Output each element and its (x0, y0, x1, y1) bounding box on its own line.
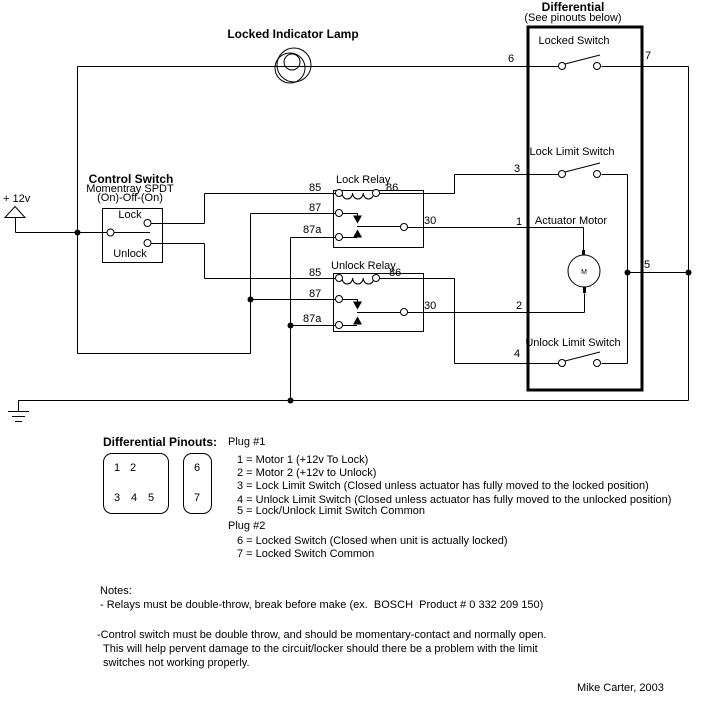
plug1-line-5: 5 = Lock/Unlock Limit Switch Common (237, 505, 425, 517)
locked-switch (539, 35, 610, 70)
differential-title: Differential (541, 0, 605, 14)
wiring (16, 67, 689, 401)
pin87a-label: 87a (303, 224, 322, 236)
differential-subtitle: (See pinouts below) (524, 12, 622, 24)
lock-limit-switch (530, 146, 615, 178)
lock-contact (144, 220, 151, 227)
plug2-pin-6: 6 (194, 462, 201, 474)
pin5-wire-label: 5 (644, 259, 651, 271)
plug2-connector (183, 453, 212, 514)
pin30-label: 30 (424, 300, 437, 312)
pin86-label: 86 (389, 267, 402, 279)
pin86-label: 86 (386, 182, 399, 194)
pin1-wire-label: 1 (516, 216, 523, 228)
plug1-line-3: 3 = Lock Limit Switch (Closed unless actuator has fully moved to the locked position) (237, 480, 649, 492)
notes-heading: Notes: (100, 585, 132, 597)
pin87-label: 87 (309, 202, 322, 214)
plug2-label: Plug #2 (228, 520, 266, 532)
pin87a-label: 87a (303, 313, 322, 325)
pinouts-heading: Differential Pinouts: (103, 435, 218, 449)
power-triangle-icon (5, 207, 25, 218)
pin7-wire-label: 7 (645, 50, 652, 62)
lock-limit-switch-label: Lock Limit Switch (529, 146, 615, 158)
unlock-contact (144, 240, 151, 247)
pin30-label: 30 (424, 215, 437, 227)
plug1-label: Plug #1 (228, 436, 266, 448)
plug1-line-2: 2 = Motor 2 (+12v to Unlock) (237, 467, 377, 479)
plug2-line-1: 6 = Locked Switch (Closed when unit is actually locked) (237, 535, 508, 547)
unlock-limit-switch (525, 337, 620, 367)
lock-relay (303, 174, 436, 248)
plug2-line-2: 7 = Locked Switch Common (237, 548, 375, 560)
pin4-wire-label: 4 (514, 348, 521, 360)
control-switch-mode: (On)-Off-(On) (97, 192, 163, 204)
lamp-label: Locked Indicator Lamp (227, 27, 359, 41)
plug1-line-1: 1 = Motor 1 (+12v To Lock) (237, 454, 369, 466)
control-switch (86, 172, 174, 263)
pin3-wire-label: 3 (514, 163, 521, 175)
lock-relay-title: Lock Relay (336, 174, 391, 186)
notes-line-4: switches not working properly. (103, 657, 250, 669)
actuator-motor-label: Actuator Motor (534, 215, 608, 227)
unlock-relay-title: Unlock Relay (331, 260, 396, 272)
notes-line-2: -Control switch must be double throw, and should be momentary-contact and normally open. (97, 629, 547, 641)
pin85-label: 85 (309, 267, 322, 279)
power-source (3, 193, 31, 218)
plug2-pin-7: 7 (194, 492, 201, 504)
pin85-label: 85 (309, 182, 322, 194)
unlock-relay (303, 260, 436, 332)
differential-box (528, 27, 642, 390)
pin2-wire-label: 2 (516, 300, 523, 312)
plug1-connector (103, 453, 169, 514)
plug1-pin-5: 5 (148, 492, 155, 504)
actuator-motor (535, 215, 607, 293)
common-contact (107, 229, 114, 236)
plug1-pin-1: 1 (114, 462, 121, 474)
plug1-pin-3: 3 (114, 492, 121, 504)
switch-blade (565, 163, 600, 172)
lock-position-label: Lock (118, 209, 142, 221)
switch-blade (565, 352, 600, 361)
unlock-limit-switch-label: Unlock Limit Switch (525, 337, 621, 349)
contact-arrow-up-icon (353, 317, 362, 325)
relay-coil-icon (342, 193, 374, 199)
credit: Mike Carter, 2003 (577, 682, 664, 694)
locked-switch-label: Locked Switch (538, 35, 610, 47)
notes-line-1: - Relays must be double-throw, break before make (ex. BOSCH Product # 0 332 209 150) (100, 599, 544, 611)
control-switch-subtitle: Momentray SPDT (86, 183, 174, 195)
notes-line-3: This will help pervent damage to the circuit/locker should there be a problem with the limit (103, 643, 538, 655)
locked-indicator-lamp (227, 27, 358, 83)
contact-arrow-up-icon (353, 230, 362, 238)
plug1-pin-2: 2 (130, 462, 137, 474)
plug1-line-4: 4 = Unlock Limit Switch (Closed unless actuator has fully moved to the unlocked position) (237, 494, 672, 506)
relay-coil-icon (342, 278, 374, 284)
plug1-pin-4: 4 (131, 492, 138, 504)
unlock-position-label: Unlock (113, 248, 147, 260)
motor-letter: M (581, 269, 587, 276)
differential (524, 0, 621, 367)
contact-arrow-down-icon (353, 302, 362, 310)
junction-dots (75, 230, 692, 404)
contact-arrow-down-icon (353, 216, 362, 224)
control-switch-title: Control Switch (88, 172, 174, 186)
pin6-wire-label: 6 (508, 53, 515, 65)
power-label: + 12v (3, 193, 31, 205)
switch-blade (565, 55, 600, 64)
pin87-label: 87 (309, 288, 322, 300)
ground-icon (8, 400, 29, 422)
